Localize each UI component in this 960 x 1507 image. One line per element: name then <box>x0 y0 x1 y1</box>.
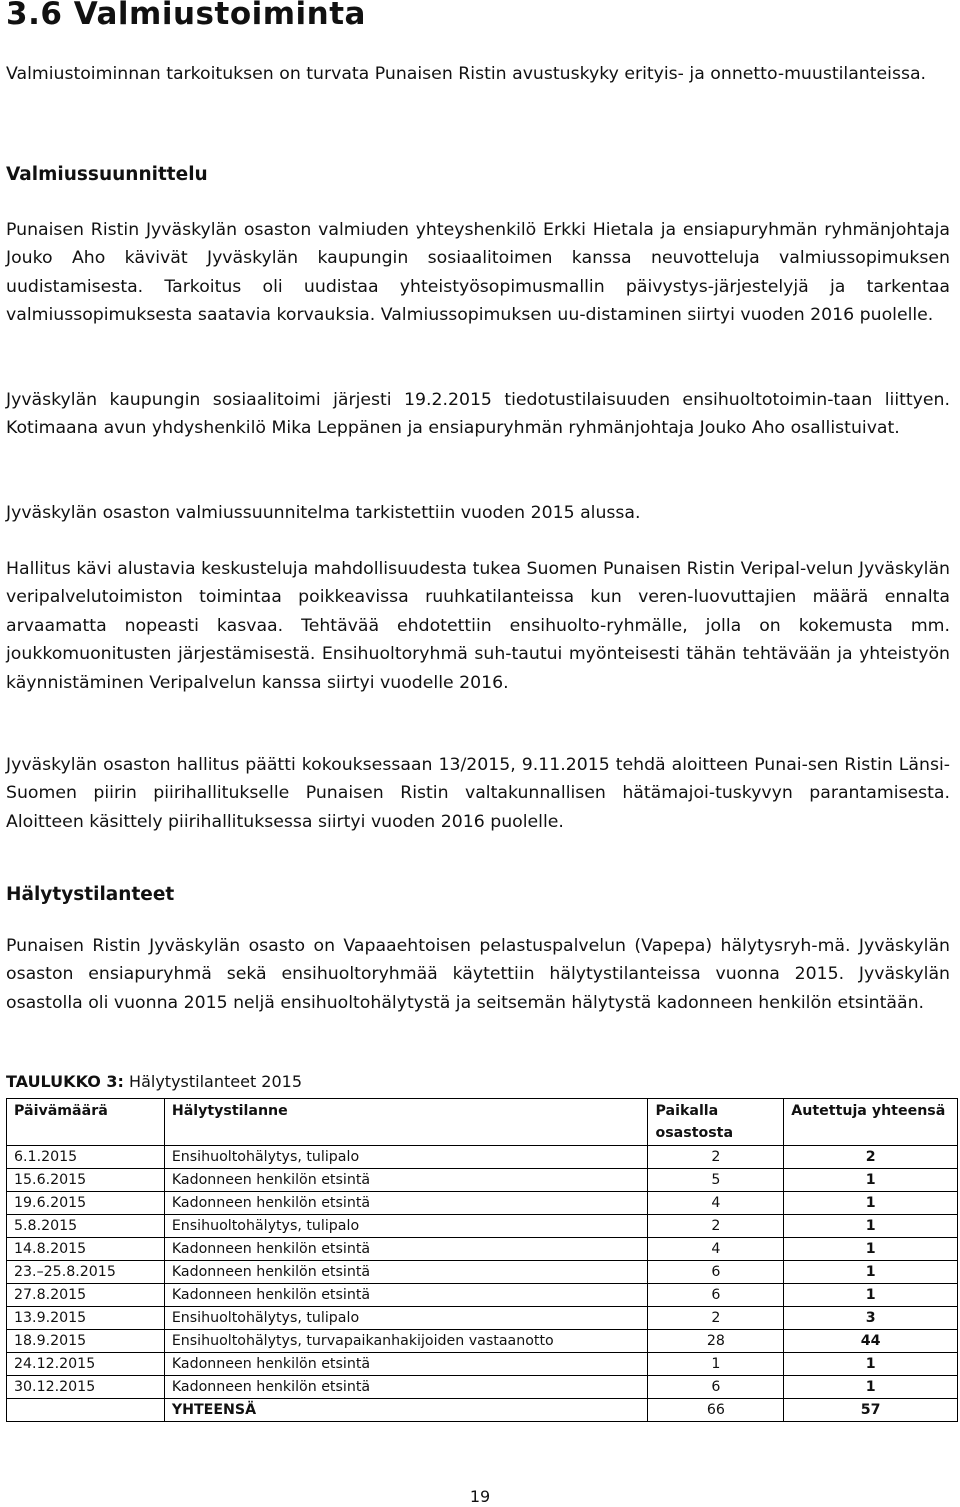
paragraph-tiedotustilaisuus: Jyväskylän kaupungin sosiaalitoimi järjesti 19.2.2015 tiedotustilaisuuden ensihuoltotoimin-taan liittyen. Kotimaana avun yhdyshenkilö Mika Leppänen ja ensiapuryhmän ryhmänjohtaja Jouko Aho osallistuivat. <box>6 390 950 439</box>
cell-helped: 1 <box>784 1284 958 1307</box>
table-header-row <box>7 1099 958 1146</box>
cell-date: 6.1.2015 <box>7 1146 165 1169</box>
paragraph-valmiussuunnitelma: Jyväskylän osaston valmiussuunnitelma tarkistettiin vuoden 2015 alussa. <box>6 503 641 523</box>
cell-present: 6 <box>648 1261 784 1284</box>
cell-present: 2 <box>648 1146 784 1169</box>
cell-present: 4 <box>648 1238 784 1261</box>
cell-helped: 2 <box>784 1146 958 1169</box>
cell-situation: Ensihuoltohälytys, tulipalo <box>164 1307 648 1330</box>
paragraph-neuvottelut: Punaisen Ristin Jyväskylän osaston valmiuden yhteyshenkilö Erkki Hietala ja ensiapuryhmän ryhmänjohtaja Jouko Aho kävivät Jyväskylän kaupungin sosiaalitoimen kanssa neuvotteluja valmiussopimuksen uudistamisesta. Tarkoitus oli uudistaa yhteistyösopimusmallin päivystys-järjestelyjä ja tarkentaa valmiussopimuksesta saatavia korvauksia. Valmiussopimuksen uu-distaminen siirtyi vuoden 2016 puolelle. <box>6 220 950 326</box>
paragraph-aloite: Jyväskylän osaston hallitus päätti kokouksessaan 13/2015, 9.11.2015 tehdä aloitteen Punai-sen Ristin Länsi-Suomen piirin piirihallitukselle Punaisen Ristin valtakunnallisen hätämajoi-tuskyvyn parantamisesta. Aloitteen käsittely piirihallituksessa siirtyi vuoden 2016 puolelle. <box>6 755 950 832</box>
cell-present: 2 <box>648 1215 784 1238</box>
cell-helped: 1 <box>784 1215 958 1238</box>
cell-date: 27.8.2015 <box>7 1284 165 1307</box>
cell-helped: 3 <box>784 1307 958 1330</box>
cell-date: 19.6.2015 <box>7 1192 165 1215</box>
table-row <box>7 1238 958 1261</box>
table-caption <box>6 1072 302 1091</box>
cell-situation: Kadonneen henkilön etsintä <box>164 1353 648 1376</box>
table-row <box>7 1330 958 1353</box>
section-heading: 3.6 Valmiustoiminta <box>6 0 366 32</box>
table-caption-text: Hälytystilanteet 2015 <box>123 1072 303 1091</box>
cell-date: 15.6.2015 <box>7 1169 165 1192</box>
table-row <box>7 1284 958 1307</box>
cell-helped: 1 <box>784 1238 958 1261</box>
cell-helped: 44 <box>784 1330 958 1353</box>
cell-situation: Kadonneen henkilön etsintä <box>164 1238 648 1261</box>
cell-present: 2 <box>648 1307 784 1330</box>
table-row <box>7 1192 958 1215</box>
cell-helped: 1 <box>784 1261 958 1284</box>
paragraph-halytysryhma: Punaisen Ristin Jyväskylän osasto on Vapaaehtoisen pelastuspalvelun (Vapepa) hälytysryh-mä. Jyväskylän osaston ensiapuryhmä sekä ensihuoltoryhmää käytettiin hälytystilanteissa vuonna 2015. Jyväskylän osastolla oli vuonna 2015 neljä ensihuoltohälytystä ja seitsemän hälytystä kadonneen henkilön etsintään. <box>6 936 950 1013</box>
page-number: 19 <box>469 1487 491 1506</box>
cell-present: 28 <box>648 1330 784 1353</box>
cell-present: 1 <box>648 1353 784 1376</box>
cell-situation: Kadonneen henkilön etsintä <box>164 1284 648 1307</box>
cell-situation: Ensihuoltohälytys, turvapaikanhakijoiden vastaanotto <box>164 1330 648 1353</box>
table-row <box>7 1169 958 1192</box>
header-helped: Autettuja yhteensä <box>784 1099 958 1146</box>
table-row <box>7 1353 958 1376</box>
cell-helped: 1 <box>784 1376 958 1399</box>
cell-date: 24.12.2015 <box>7 1353 165 1376</box>
table-total-row <box>7 1399 958 1422</box>
table-row <box>7 1215 958 1238</box>
table-row <box>7 1146 958 1169</box>
cell-present: 6 <box>648 1376 784 1399</box>
cell-helped: 1 <box>784 1353 958 1376</box>
cell-date: 13.9.2015 <box>7 1307 165 1330</box>
cell-situation: Kadonneen henkilön etsintä <box>164 1169 648 1192</box>
cell-situation: Kadonneen henkilön etsintä <box>164 1376 648 1399</box>
cell-situation: Kadonneen henkilön etsintä <box>164 1192 648 1215</box>
cell-situation: Ensihuoltohälytys, tulipalo <box>164 1146 648 1169</box>
header-situation: Hälytystilanne <box>164 1099 648 1146</box>
cell-total-present: 66 <box>648 1399 784 1422</box>
cell-date: 23.–25.8.2015 <box>7 1261 165 1284</box>
cell-total-date <box>7 1399 165 1422</box>
cell-date: 5.8.2015 <box>7 1215 165 1238</box>
cell-situation: Kadonneen henkilön etsintä <box>164 1261 648 1284</box>
header-date: Päivämäärä <box>7 1099 165 1146</box>
cell-date: 30.12.2015 <box>7 1376 165 1399</box>
subheading-valmiussuunnittelu: Valmiussuunnittelu <box>6 164 208 185</box>
table-row <box>7 1261 958 1284</box>
header-present: Paikalla osastosta <box>648 1099 784 1146</box>
subheading-halytystilanteet: Hälytystilanteet <box>6 884 175 905</box>
alarm-events-table <box>6 1098 958 1422</box>
cell-helped: 1 <box>784 1169 958 1192</box>
cell-situation: Ensihuoltohälytys, tulipalo <box>164 1215 648 1238</box>
intro-paragraph: Valmiustoiminnan tarkoituksen on turvata Punaisen Ristin avustuskyky erityis- ja onnetto-muustilanteissa. <box>6 64 927 84</box>
cell-total-label: YHTEENSÄ <box>164 1399 648 1422</box>
table-row <box>7 1376 958 1399</box>
cell-helped: 1 <box>784 1192 958 1215</box>
table-row <box>7 1307 958 1330</box>
cell-date: 18.9.2015 <box>7 1330 165 1353</box>
cell-present: 6 <box>648 1284 784 1307</box>
cell-present: 4 <box>648 1192 784 1215</box>
cell-present: 5 <box>648 1169 784 1192</box>
cell-total-helped: 57 <box>784 1399 958 1422</box>
table-caption-label: TAULUKKO 3: <box>6 1072 124 1091</box>
paragraph-veripalvelu: Hallitus kävi alustavia keskusteluja mahdollisuudesta tukea Suomen Punaisen Ristin Veripal-velun Jyväskylän veripalvelutoimiston toimintaa poikkeavissa ruuhkatilanteissa kun veren-luovuttajien määrä ennalta arvaamatta nopeasti kasvaa. Tehtävää ehdotettiin ensihuolto-ryhmälle, jolla on kokemusta mm. joukkomuonitusten järjestämisestä. Ensihuoltoryhmä suh-tautui myönteisesti tähän tehtävään ja yhteistyön käynnistäminen Veripalvelun kanssa siirtyi vuodelle 2016. <box>6 559 950 693</box>
cell-date: 14.8.2015 <box>7 1238 165 1261</box>
